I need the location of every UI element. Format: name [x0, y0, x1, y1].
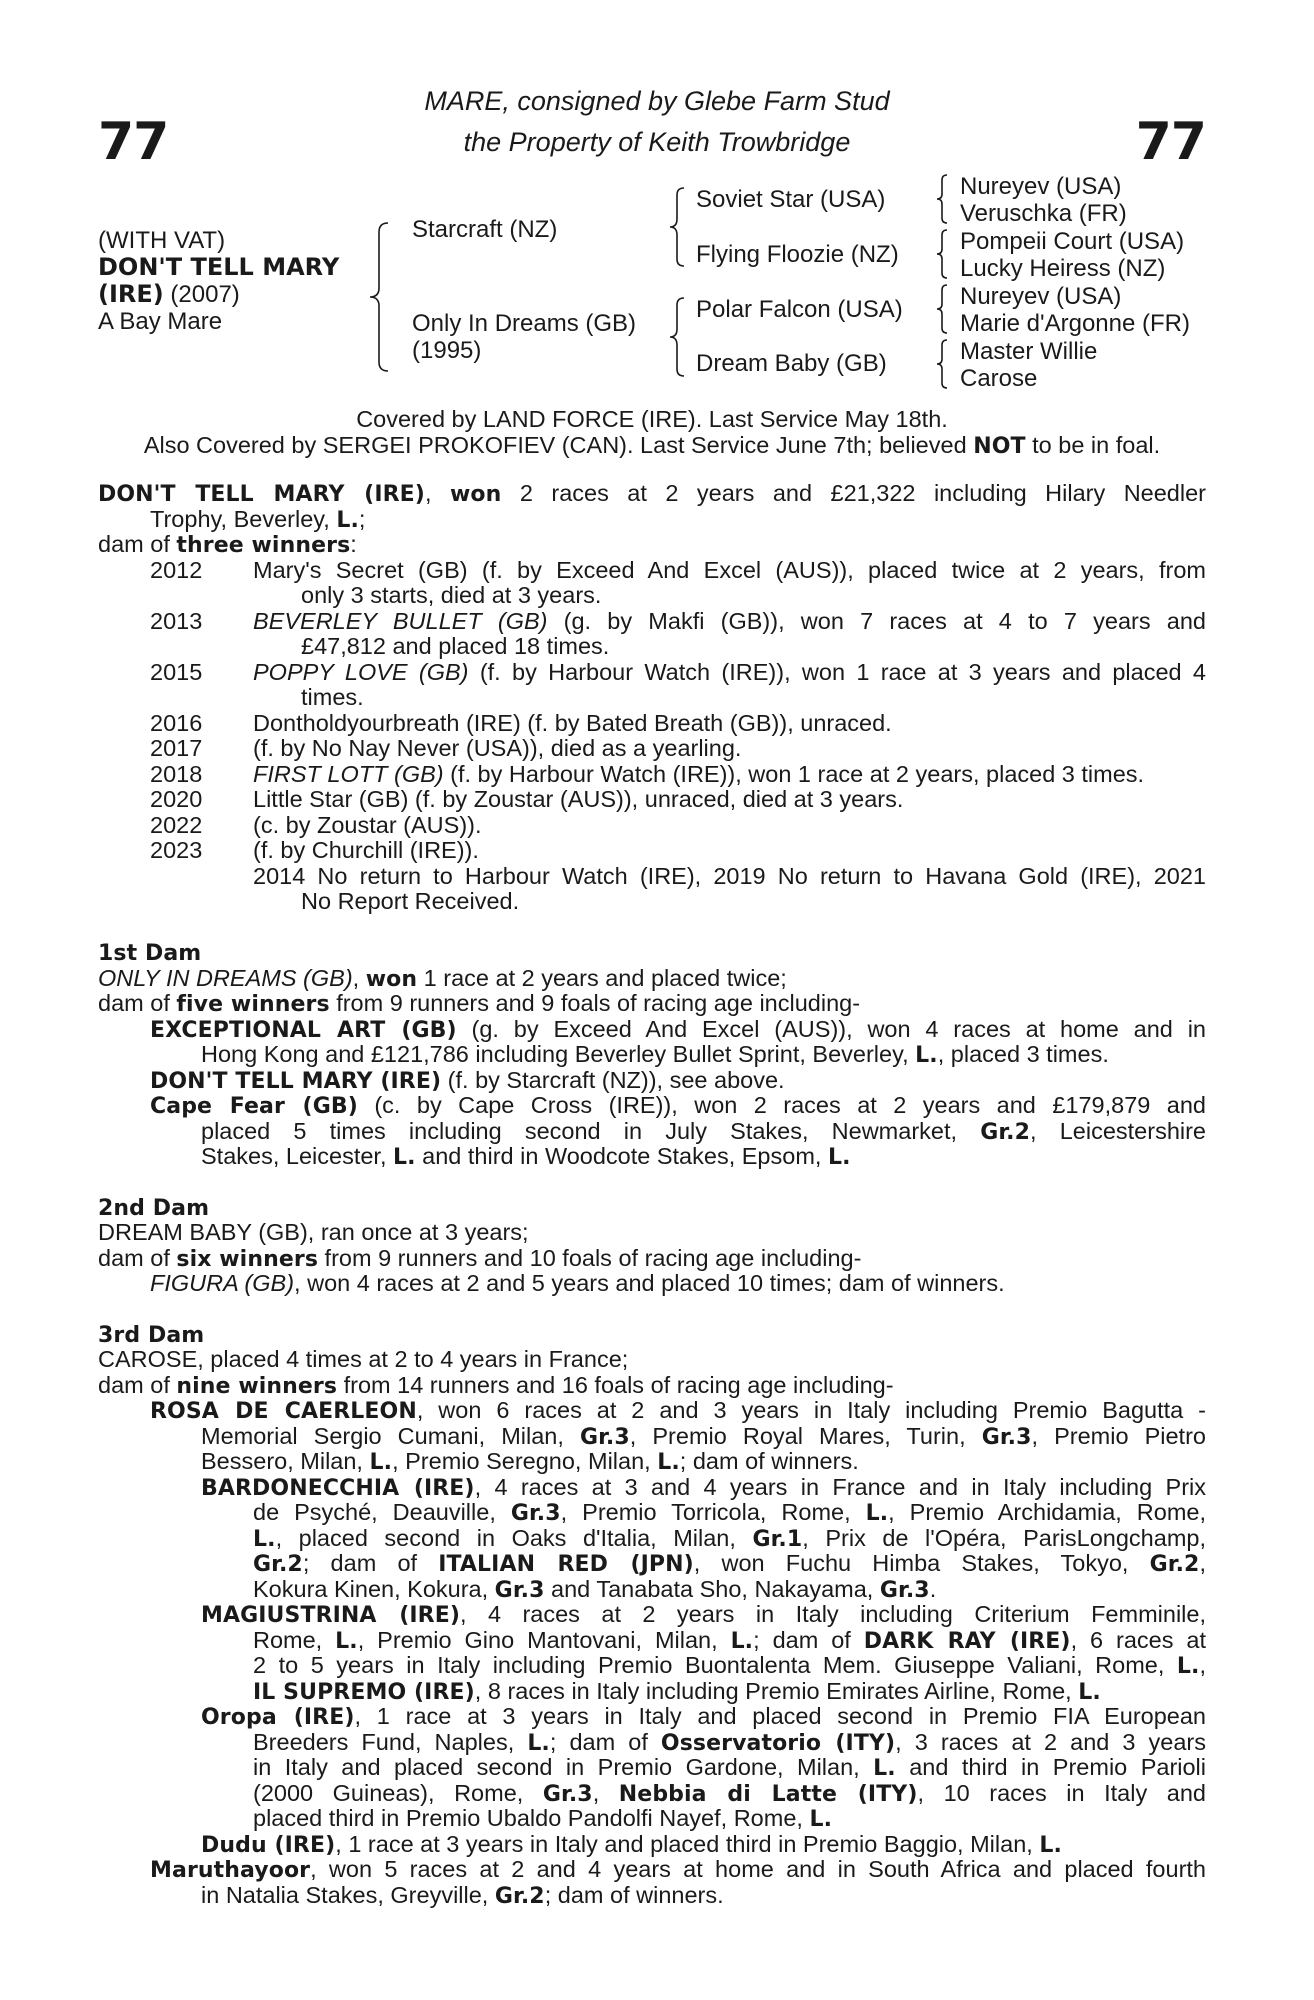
dam-dam: Dream Baby (GB) [696, 350, 887, 377]
gg-1: Nureyev (USA) [960, 173, 1122, 200]
subject-country-year: (IRE) (2007) [98, 280, 240, 308]
third-dam-entry-oropa-cont: (2000 Guineas), Rome, Gr.3, Nebbia di Latte (ITY), 10 races in Italy and [253, 1780, 1206, 1807]
second-dam-heading: 2nd Dam [98, 1196, 210, 1221]
no-return-line-cont: No Report Received. [301, 888, 520, 914]
lot-number-right: 77 [1135, 112, 1206, 172]
produce-row-cont: only 3 starts, died at 3 years. [301, 582, 602, 608]
first-dam-line-1: ONLY IN DREAMS (GB), won 1 race at 2 years and placed twice; [98, 965, 787, 992]
pedigree-brace-sire [668, 187, 686, 267]
pedigree-brace-main [368, 222, 390, 372]
third-dam-entry-rosa: ROSA DE CAERLEON, won 6 races at 2 and 3 years in Italy including Premio Bagutta - [150, 1397, 1206, 1424]
third-dam-entry-rosa-cont: Bessero, Milan, L., Premio Seregno, Milan, L.; dam of winners. [201, 1448, 859, 1475]
third-dam-line-1: CAROSE, placed 4 times at 2 to 4 years in France; [98, 1346, 629, 1372]
first-dam-entry-3-cont: placed 5 times including second in July Stakes, Newmarket, Gr.2, Leicestershire [201, 1118, 1207, 1145]
brace-icon [935, 284, 949, 334]
gg-7: Master Willie [960, 338, 1098, 365]
gg-3: Pompeii Court (USA) [960, 228, 1185, 255]
first-dam-heading: 1st Dam [98, 941, 202, 966]
third-dam-entry-bardonecchia-cont: de Psyché, Deauville, Gr.3, Premio Torricola, Rome, L., Premio Archidamia, Rome, [253, 1499, 1207, 1526]
first-dam-line-2: dam of five winners from 9 runners and 9 foals of racing age including- [98, 990, 861, 1017]
third-dam-entry-rosa-cont: Memorial Sergio Cumani, Milan, Gr.3, Premio Royal Mares, Turin, Gr.3, Premio Pietro [201, 1423, 1206, 1450]
pedigree-brace-g1 [935, 174, 949, 224]
third-dam-entry-magiustrina-cont: IL SUPREMO (IRE), 8 races in Italy including Premio Emirates Airline, Rome, L. [253, 1678, 1101, 1705]
third-dam-entry-maruthayoor-cont: in Natalia Stakes, Greyville, Gr.2; dam of winners. [201, 1882, 724, 1909]
second-dam-line-1: DREAM BABY (GB), ran once at 3 years; [98, 1219, 529, 1245]
first-dam-entry-2: DON'T TELL MARY (IRE) (f. by Starcraft (NZ)), see above. [150, 1067, 785, 1094]
subject-name: DON'T TELL MARY [98, 253, 340, 281]
first-dam-entry-1: EXCEPTIONAL ART (GB) (g. by Exceed And Excel (AUS)), won 4 races at home and in [150, 1016, 1206, 1043]
third-dam-entry-magiustrina: MAGIUSTRINA (IRE), 4 races at 2 years in Italy including Criterium Femminile, [201, 1601, 1206, 1628]
pedigree-brace-g2 [935, 229, 949, 279]
also-covered-line: Also Covered by SERGEI PROKOFIEV (CAN). Last Service June 7th; believed NOT to be in foal. [143, 432, 1161, 459]
gg-6: Marie d'Argonne (FR) [960, 310, 1190, 337]
brace-icon [935, 339, 949, 389]
third-dam-entry-bardonecchia-cont: L., placed second in Oaks d'Italia, Milan, Gr.1, Prix de l'Opéra, ParisLongchamp, [253, 1525, 1206, 1552]
first-dam-entry-3-cont: Stakes, Leicester, L. and third in Woodcote Stakes, Epsom, L. [201, 1143, 851, 1170]
mare-record-line-2: Trophy, Beverley, L.; [150, 506, 366, 533]
brace-icon [668, 297, 686, 377]
third-dam-heading: 3rd Dam [98, 1323, 205, 1348]
brace-icon [668, 187, 686, 267]
gg-5: Nureyev (USA) [960, 283, 1122, 310]
produce-row-cont: £47,812 and placed 18 times. [301, 633, 610, 659]
first-dam-entry-3: Cape Fear (GB) (c. by Cape Cross (IRE)), won 2 races at 2 years and £179,879 and [150, 1092, 1206, 1119]
brace-icon [368, 222, 390, 372]
mare-record-line-3: dam of three winners: [98, 531, 357, 558]
second-dam-line-2: dam of six winners from 9 runners and 10 foals of racing age including- [98, 1245, 862, 1272]
sire: Starcraft (NZ) [412, 216, 558, 243]
property-line: the Property of Keith Trowbridge [463, 127, 851, 157]
third-dam-entry-oropa: Oropa (IRE), 1 race at 3 years in Italy and placed second in Premio FIA European [201, 1703, 1206, 1730]
third-dam-entry-oropa-cont: Breeders Fund, Naples, L.; dam of Osservatorio (ITY), 3 races at 2 and 3 years [253, 1729, 1206, 1756]
dam-sire: Polar Falcon (USA) [696, 296, 903, 323]
brace-icon [935, 229, 949, 279]
dam-year: (1995) [412, 337, 482, 364]
third-dam-entry-maruthayoor: Maruthayoor, won 5 races at 2 and 4 years at home and in South Africa and placed fourth [150, 1856, 1206, 1883]
gg-4: Lucky Heiress (NZ) [960, 255, 1166, 282]
third-dam-entry-magiustrina-cont: Rome, L., Premio Gino Mantovani, Milan, L.; dam of DARK RAY (IRE), 6 races at [253, 1627, 1207, 1654]
dam: Only In Dreams (GB) [412, 310, 637, 337]
covered-line: Covered by LAND FORCE (IRE). Last Service May 18th. [356, 406, 948, 432]
produce-row-cont: times. [301, 684, 364, 710]
pedigree-brace-dam [668, 297, 686, 377]
pedigree-brace-g3 [935, 284, 949, 334]
third-dam-entry-bardonecchia: BARDONECCHIA (IRE), 4 races at 3 and 4 years in France and in Italy including Prix [201, 1474, 1206, 1501]
third-dam-line-2: dam of nine winners from 14 runners and 16 foals of racing age including- [98, 1372, 894, 1399]
third-dam-entry-bardonecchia-cont: Kokura Kinen, Kokura, Gr.3 and Tanabata Sho, Nakayama, Gr.3. [253, 1576, 937, 1603]
subject-description: A Bay Mare [98, 308, 223, 335]
catalogue-page: 77 77 MARE, consigned by Glebe Farm Stud the Property of Keith Trowbridge (WITH VAT) DON'T TELL MARY (IRE) (2007) A Bay Mare Starcraft (NZ) Only In Dreams (GB) (1995) Soviet Star (USA) Flying Floozie (NZ) Polar Falcon (USA) Dream Baby (GB) Nureyev (USA) Veruschka (FR) Pompeii Court (USA) Lucky Heiress (NZ) Nureyev (USA) Marie d'Argonne (FR) Master Willie Carose Covered by LAND FORCE (IRE). Last Service May 18th. Also Covered by SERGEI PROKOFIEV (CAN). Last Service June 7th; believed NOT to be in foal. DON'T TELL MARY (IRE), won 2 races at 2 years and £21,322 including Hilary Needler Trophy, Beverley, L.; dam of three winners: 2012 Mary's Secret (GB) (f. by Exceed And Excel (AUS)), placed twice at 2 years, from only 3 starts, died at 3 years. 2013 BEVERLEY BULLET (GB) (g. by Makfi (GB)), won 7 races at 4 to 7 years and £47,812 and placed 18 times. 2015 POPPY LOVE (GB) (f. by Harbour Watch (IRE)), won 1 race at 3 years and placed 4 times. 2016 Dontholdyourbreath (IRE) (f. by Bated Breath (GB)), unraced. 2017 (f. by No Nay Never (USA)), died as a yearling. 2018 FIRST LOTT (GB) (f. by Harbour Watch (IRE)), won 1 race at 2 years, placed 3 times. 2020 Little Star (GB) (f. by Zoustar (AUS)), unraced, died at 3 years. 2022 (c. by Zoustar (AUS)). 2023 (f. by Churchill (IRE)). 2014 No return to Harbour Watch (IRE), 2019 No return to Havana Gold (IRE), 2021 No Report Received. 1st Dam ONLY IN DREAMS (GB), won 1 race at 2 years and placed twice; dam of five winners from 9 runners and 9 foals of racing age including- EXCEPTIONAL ART (GB) (g. by Exceed And Excel (AUS)), won 4 races at home and in Hong Kong and £121,786 including Beverley Bullet Sprint, Beverley, L., placed 3 times. DON'T TELL MARY (IRE) (f. by Starcraft (NZ)), see above. Cape Fear (GB) (c. by Cape Cross (IRE)), won 2 races at 2 years and £179,879 and placed 5 times including second in July Stakes, Newmarket, Gr.2, Leicestershire Stakes, Leicester, L. and third in Woodcote Stakes, Epsom, L. 2nd Dam DREAM BABY (GB), ran once at 3 years; dam of six winners from 9 runners and 10 foals of racing age including- FIGURA (GB), won 4 races at 2 and 5 years and placed 10 times; dam of winners. 3rd Dam CAROSE, placed 4 times at 2 to 4 years in France; dam of nine winners from 14 runners and 16 foals of racing age including- ROSA DE CAERLEON, won 6 races at 2 and 3 years in Italy including Premio Bagutta - Memorial Sergio Cumani, Milan, Gr.3, Premio Royal Mares, Turin, Gr.3, Premio Pietro Bessero, Milan, L., Premio Seregno, Milan, L.; dam of winners. BARDONECCHIA (IRE), 4 races at 3 and 4 years in France and in Italy including Prix de Psyché, Deauville, Gr.3, Premio Torricola, Rome, L., Premio Archidamia, Rome, L., placed second in Oaks d'Italia, Milan, Gr.1, Prix de l'Opéra, ParisLongchamp, Gr.2; dam of ITALIAN RED (JPN), won Fuchu Himba Stakes, Tokyo, Gr.2, Kokura Kinen, Kokura, Gr.3 and Tanabata Sho, Nakayama, Gr.3. MAGIUSTRINA (IRE), 4 races at 2 years in Italy including Criterium Femminile, Rome, L., Premio Gino Mantovani, Milan, L.; dam of DARK RAY (IRE), 6 races at 2 to 5 years in Italy including Premio Buontalenta Mem. Giuseppe Valiani, Rome, L., IL SUPREMO (IRE), 8 races in Italy including Premio Emirates Airline, Rome, L. Oropa (IRE), 1 race at 3 years in Italy and placed second in Premio FIA European Breeders Fund, Naples, L.; dam of Osservatorio (ITY), 3 races at 2 and 3 years in Italy and placed second in Premio Gardone, Milan, L. and third in Premio Parioli (2000 Guineas), Rome, Gr.3, Nebbia di Latte (ITY), 10 races in Italy and placed third in Premio Ubaldo Pandolfi Nayef, Rome, L. Dudu (IRE), 1 race at 3 years in Italy and placed third in Premio Baggio, Milan, L. Maruthayoor, won 5 races at 2 and 4 years at home and in South Africa and placed fourth in Natalia Stakes, Greyville, Gr.2; dam of winners. [0, 0, 1314, 2000]
mare-record-line-1: DON'T TELL MARY (IRE), won 2 races at 2 years and £21,322 including Hilary Needler [98, 480, 1206, 507]
third-dam-entry-oropa-cont: in Italy and placed second in Premio Gardone, Milan, L. and third in Premio Parioli [253, 1754, 1207, 1781]
gg-2: Veruschka (FR) [960, 200, 1127, 227]
third-dam-entry-magiustrina-cont: 2 to 5 years in Italy including Premio Buontalenta Mem. Giuseppe Valiani, Rome, L., [253, 1652, 1206, 1679]
pedigree-brace-g4 [935, 339, 949, 389]
sire-sire: Soviet Star (USA) [696, 186, 886, 213]
third-dam-entry-oropa-cont: placed third in Premio Ubaldo Pandolfi Nayef, Rome, L. [253, 1805, 833, 1832]
third-dam-entry-dudu: Dudu (IRE), 1 race at 3 years in Italy and placed third in Premio Baggio, Milan, L. [201, 1831, 1062, 1858]
sire-dam: Flying Floozie (NZ) [696, 241, 899, 268]
gg-8: Carose [960, 365, 1038, 392]
brace-icon [935, 174, 949, 224]
first-dam-entry-1-cont: Hong Kong and £121,786 including Beverley Bullet Sprint, Beverley, L., placed 3 times. [201, 1041, 1109, 1068]
second-dam-entry-1: FIGURA (GB), won 4 races at 2 and 5 years and placed 10 times; dam of winners. [150, 1270, 1005, 1296]
lot-number-left: 77 [98, 112, 169, 172]
subject-vat: (WITH VAT) [98, 227, 226, 254]
third-dam-entry-bardonecchia-cont: Gr.2; dam of ITALIAN RED (JPN), won Fuchu Himba Stakes, Tokyo, Gr.2, [253, 1550, 1206, 1577]
consignor-line: MARE, consigned by Glebe Farm Stud [424, 86, 890, 116]
